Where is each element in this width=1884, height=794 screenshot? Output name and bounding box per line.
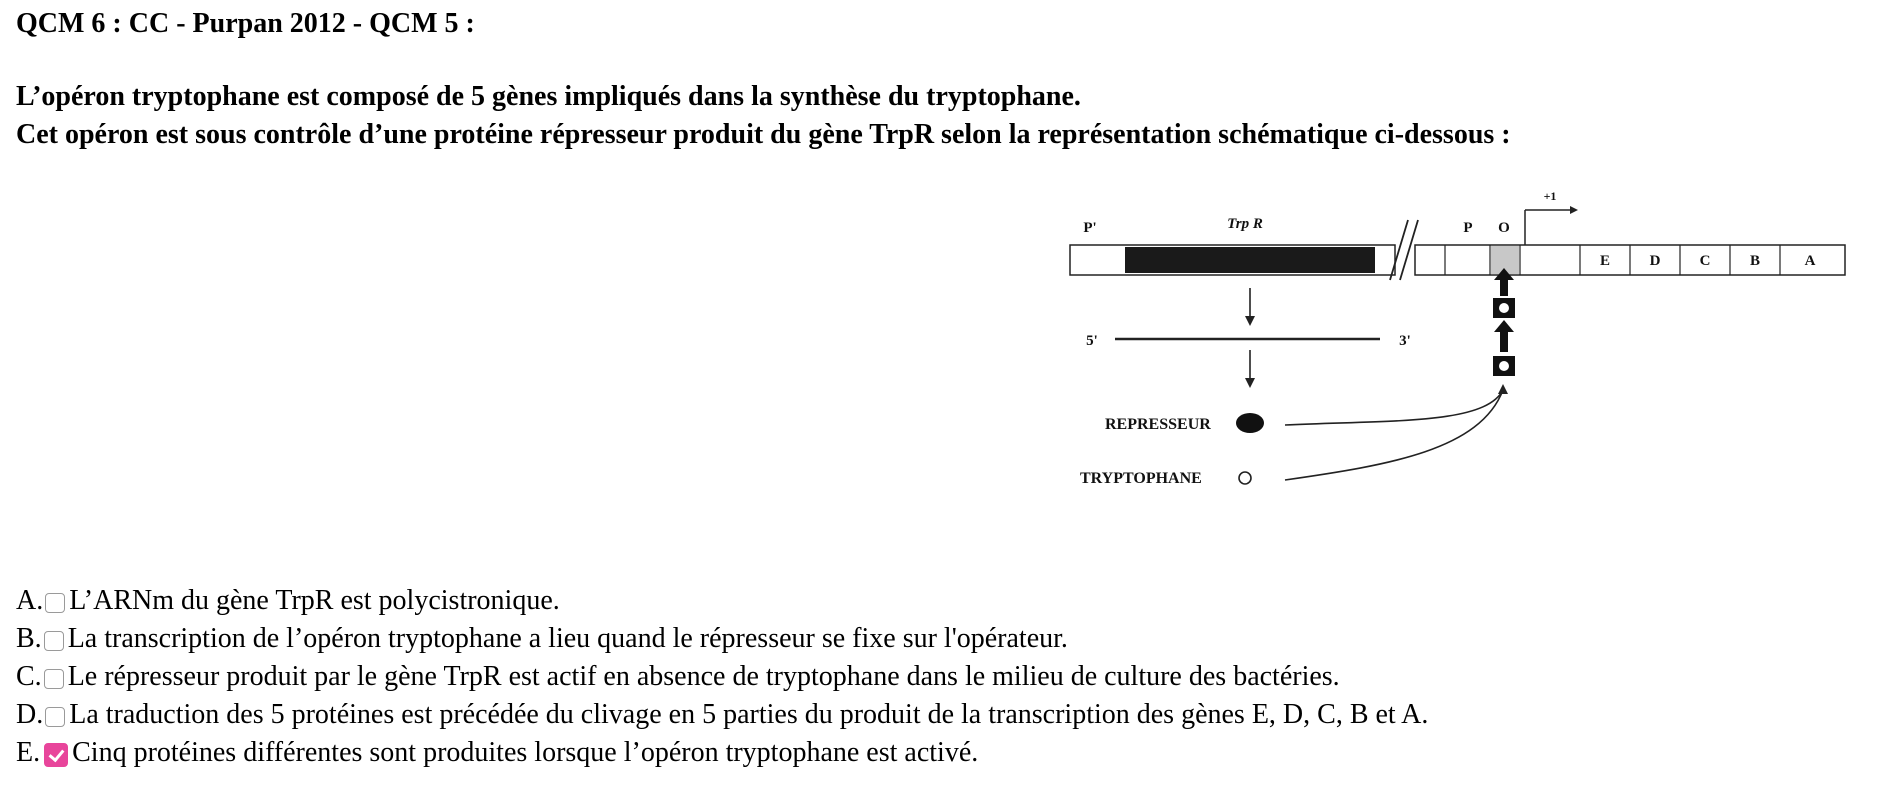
answer-e-checkbox[interactable] — [44, 743, 68, 767]
curve-arrow-head — [1498, 384, 1508, 394]
gene-label-a: A — [1804, 253, 1816, 269]
label-o: O — [1498, 220, 1510, 236]
answer-b-letter: B. — [16, 623, 42, 654]
answer-b-checkbox[interactable] — [44, 631, 64, 651]
answer-c-text: Le répresseur produit par le gène TrpR est actif en absence de tryptophane dans le milieu de culture des bactéries. — [67, 661, 1340, 692]
complex-circle-lower — [1499, 361, 1509, 371]
answer-d-letter: D. — [16, 699, 44, 730]
label-plus1: +1 — [1543, 189, 1557, 203]
label-p: P — [1463, 220, 1473, 236]
answer-a-text: L’ARNm du gène TrpR est polycistronique. — [69, 585, 560, 616]
gene-label-e: E — [1599, 253, 1611, 269]
answer-c-letter: C. — [16, 661, 42, 692]
question-title: QCM 6 : CC - Purpan 2012 - QCM 5 : — [16, 8, 475, 39]
intro-line-2: Cet opéron est sous contrôle d’une protéine répresseur produit du gène TrpR selon la représentation schématique ci-dessous : — [16, 119, 1511, 150]
complex-circle-upper — [1499, 303, 1509, 313]
answer-c-checkbox[interactable] — [44, 669, 64, 689]
complex-arrow-lower-head — [1494, 320, 1514, 332]
translation-arrow-head — [1245, 378, 1255, 388]
repressor-shape — [1236, 413, 1264, 433]
answer-d[interactable] — [16, 696, 1428, 734]
tryptophane-shape — [1239, 472, 1251, 484]
tss-arrow-head — [1570, 206, 1578, 214]
answer-e-letter: E. — [16, 737, 41, 768]
answer-b-text: La transcription de l’opéron tryptophane a lieu quand le répresseur se fixe sur l'opérateur. — [67, 623, 1068, 654]
label-tryptophane: TRYPTOPHANE — [1080, 470, 1202, 487]
answer-d-checkbox[interactable] — [45, 707, 65, 727]
gene-label-b: B — [1749, 253, 1761, 269]
answer-a[interactable] — [16, 582, 1428, 620]
operon-diagram-svg — [1060, 180, 1860, 520]
label-trpr: Trp R — [1227, 216, 1263, 232]
repressor-curve — [1285, 390, 1503, 425]
tryptophane-curve — [1285, 390, 1503, 480]
label-5-prime: 5' — [1086, 333, 1098, 349]
label-3-prime: 3' — [1399, 333, 1411, 349]
intro-line-1: L’opéron tryptophane est composé de 5 gènes impliqués dans la synthèse du tryptophane. — [16, 81, 1081, 112]
complex-arrow-lower-stem — [1500, 330, 1508, 352]
answer-d-text: La traduction des 5 protéines est précédée du clivage en 5 parties du produit de la transcription des gènes E, D, C, B et A. — [69, 699, 1429, 730]
label-p-prime: P' — [1083, 220, 1097, 236]
answer-a-checkbox[interactable] — [45, 593, 65, 613]
question-intro — [16, 78, 1511, 154]
answer-list — [16, 582, 1428, 772]
gene-label-c: C — [1699, 253, 1711, 269]
answer-a-letter: A. — [16, 585, 44, 616]
answer-e[interactable] — [16, 734, 1428, 772]
answer-c[interactable] — [16, 658, 1428, 696]
answer-e-text: Cinq protéines différentes sont produites lorsque l’opéron tryptophane est activé. — [72, 737, 979, 768]
label-represseur: REPRESSEUR — [1105, 416, 1211, 433]
gene-label-d: D — [1649, 253, 1661, 269]
transcription-arrow-head — [1245, 316, 1255, 326]
trpr-gene-block — [1125, 247, 1375, 273]
operon-diagram — [1060, 180, 1860, 520]
answer-b[interactable] — [16, 620, 1428, 658]
